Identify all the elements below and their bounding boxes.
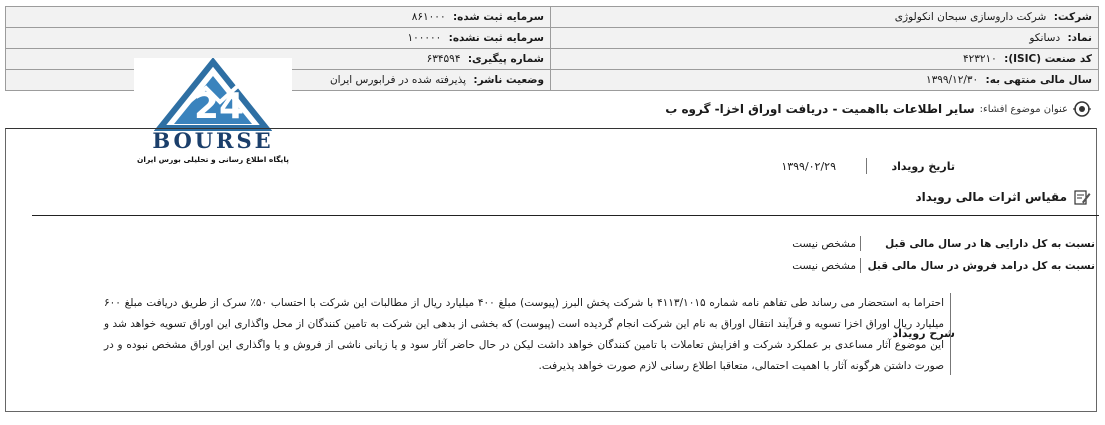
symbol-label: نماد: xyxy=(1067,32,1092,44)
registered-capital-label: سرمایه ثبت شده: xyxy=(452,11,544,23)
tracking-label: شماره پیگیری: xyxy=(467,53,544,65)
registered-capital-value: ۸۶۱۰۰۰ xyxy=(411,11,446,23)
logo-brand-text: BOURSE xyxy=(152,128,274,153)
date-separator xyxy=(866,158,867,174)
ratio-revenue-value: مشخص نیست xyxy=(792,259,856,272)
company-label: شرکت: xyxy=(1053,11,1092,23)
symbol-cell xyxy=(551,28,1099,49)
description-text: احتراما به استحضار می رساند طی تفاهم نامه شماره ۴۱۱۳/۱۰۱۵ با شرکت پخش البرز (پیوست) مبلغ ۴۰۰ میلیارد ریال از مطالبات این شرکت با احتساب ۵۰٪ سرک از طریق دریافت مبلغ ۶۰۰ میلیارد ریال اوراق اخزا تسویه و فرآیند انتقال اوراق به نام این شرکت انجام گردیده است (پیوست) که بخشی از بدهی این شرکت به تامین کنندگان از محل واگذاری این اوراق تسویه خواهد شد و این موضوع آثار مساعدی بر عملکرد شرکت و افزایش تعاملات با تامین کنندگان خواهد داشت لیکن در حال حاضر آثار سود و یا زیانی ناشی از فروش و یا واگذاری این اوراق مشخص نبوده و در صورت داشتن هرگونه آثار با اهمیت احتمالی، متعاقبا اطلاع رسانی لازم صورت خواهد پذیرفت. xyxy=(104,297,944,372)
impact-title: مقیاس اثرات مالی رویداد xyxy=(915,190,1067,204)
tracking-value: ۶۳۴۵۹۴ xyxy=(426,53,461,65)
ratio-row-revenue xyxy=(792,258,1095,273)
target-icon xyxy=(1073,100,1091,118)
isic-value: ۴۲۳۲۱۰ xyxy=(962,53,997,65)
bourse-logo-mark-icon xyxy=(154,58,272,132)
description-label: شرح رویداد xyxy=(892,327,955,340)
event-date-value: ۱۳۹۹/۰۲/۲۹ xyxy=(781,159,836,173)
event-date-label: تاریخ رویداد xyxy=(891,159,955,173)
fiscal-year-cell xyxy=(551,70,1099,91)
event-date-row xyxy=(781,158,955,174)
edit-note-icon xyxy=(1073,188,1091,206)
svg-text:24: 24 xyxy=(194,86,245,127)
isic-label: کد صنعت (ISIC): xyxy=(1004,53,1092,65)
unregistered-capital-value: ۱۰۰۰۰۰ xyxy=(407,32,442,44)
symbol-value: دسانکو xyxy=(1029,32,1061,44)
subject-label: عنوان موضوع افشاء: xyxy=(979,103,1068,115)
ratio-separator xyxy=(860,258,861,273)
ratio-row-assets xyxy=(792,236,1095,251)
info-row-2 xyxy=(6,28,1099,49)
description-separator xyxy=(950,293,951,375)
unregistered-capital-cell xyxy=(6,28,551,49)
impact-section-title xyxy=(916,188,1091,206)
ratio-assets-label: نسبت به کل دارایی ها در سال مالی قبل xyxy=(885,237,1095,250)
ratio-separator xyxy=(860,236,861,251)
company-cell xyxy=(551,7,1099,28)
disclosure-subject xyxy=(665,100,1091,118)
ratio-revenue-label: نسبت به کل درامد فروش در سال مالی قبل xyxy=(867,259,1095,272)
fiscal-year-value: ۱۳۹۹/۱۲/۳۰ xyxy=(925,74,979,86)
registered-capital-cell xyxy=(6,7,551,28)
publisher-status-value: پذیرفته شده در فرابورس ایران xyxy=(329,74,467,86)
section-divider xyxy=(32,215,1099,216)
publisher-status-label: وضعیت ناشر: xyxy=(473,74,544,86)
unregistered-capital-label: سرمایه ثبت نشده: xyxy=(448,32,544,44)
ratio-assets-value: مشخص نیست xyxy=(792,237,856,250)
subject-value: سایر اطلاعات بااهمیت - دریافت اوراق اخزا- گروه ب xyxy=(665,102,975,116)
isic-cell xyxy=(551,49,1099,70)
info-row-1 xyxy=(6,7,1099,28)
logo-subtitle: پایگاه اطلاع رسانی و تحلیلی بورس ایران xyxy=(137,155,289,164)
company-value: شرکت داروسازی سبحان انکولوژی xyxy=(894,11,1047,23)
fiscal-year-label: سال مالی منتهی به: xyxy=(985,74,1092,86)
